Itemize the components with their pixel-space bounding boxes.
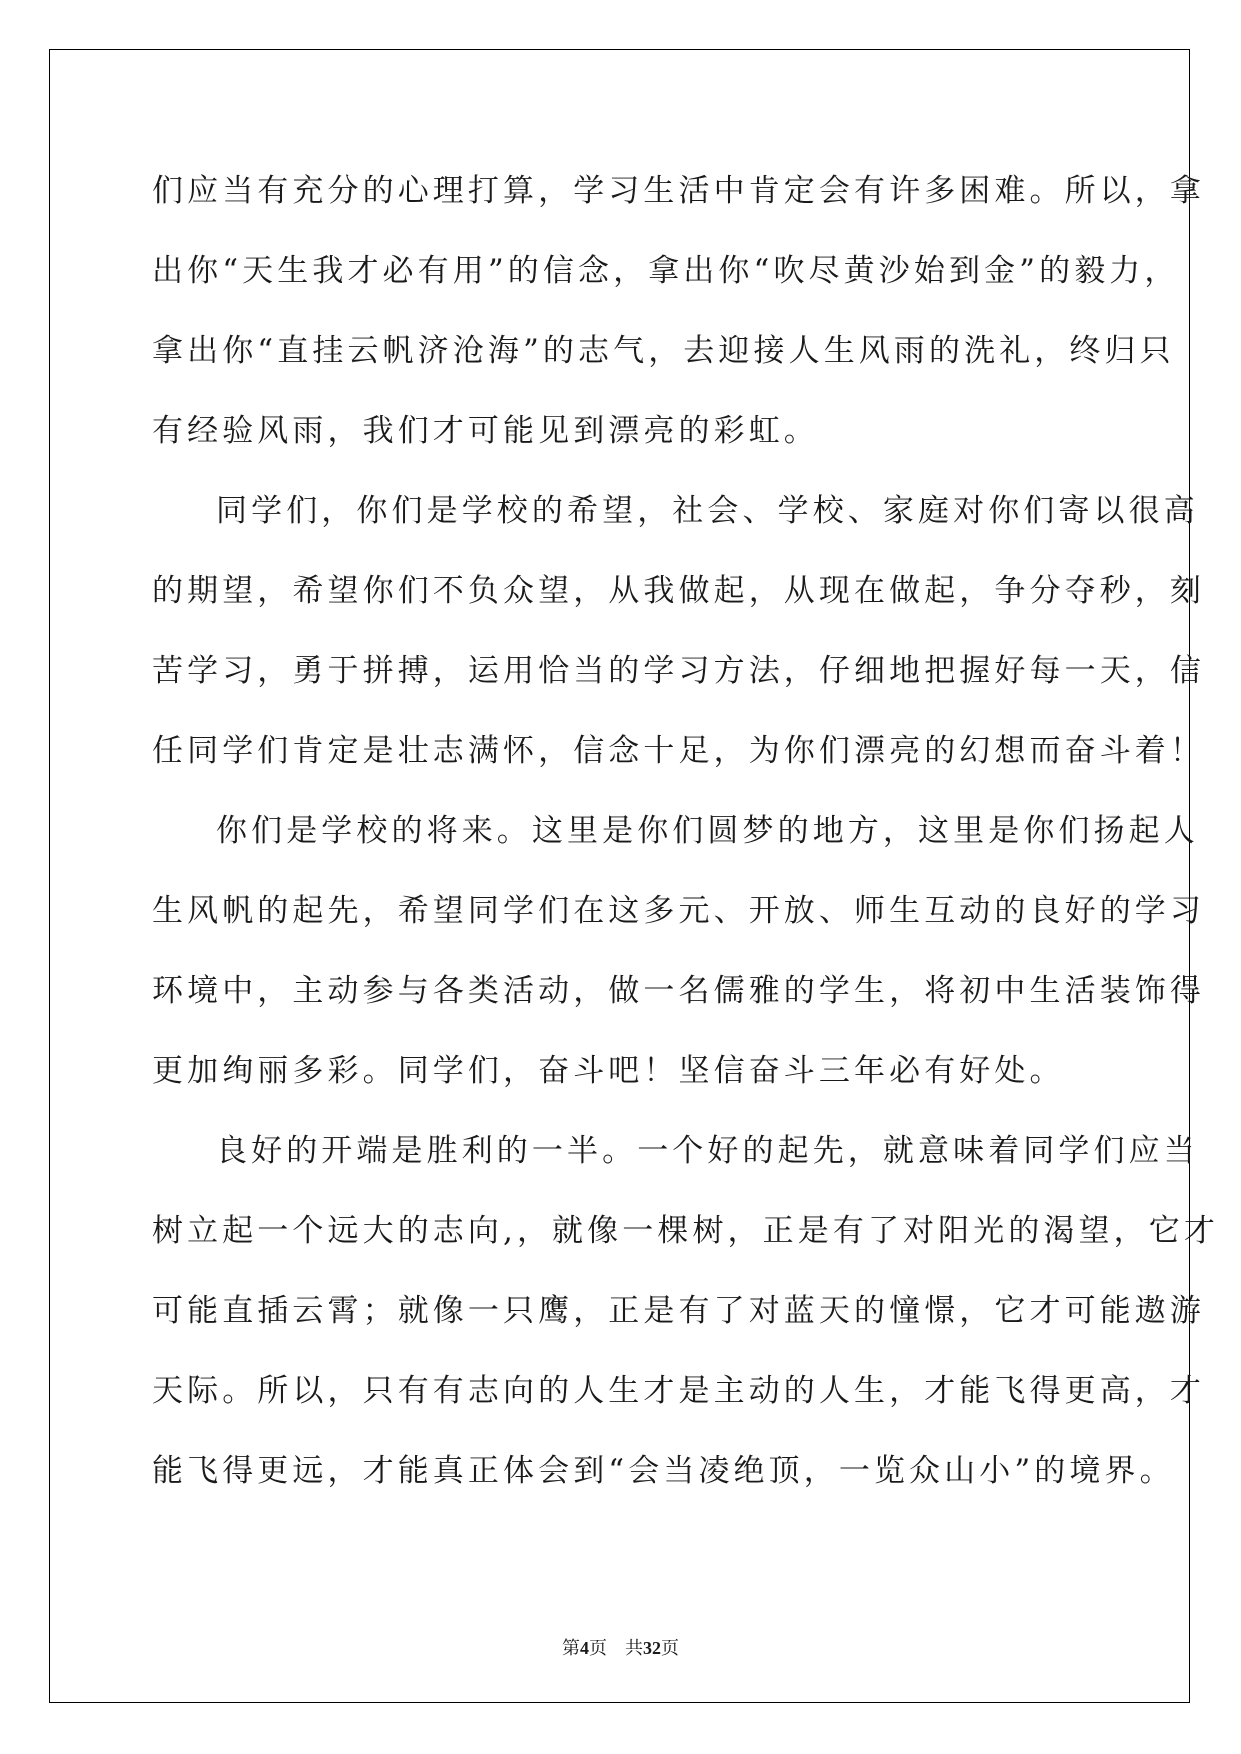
total-suffix: 页	[661, 1638, 679, 1658]
page-number: 4	[580, 1638, 589, 1658]
text-line: 能飞得更远，才能真正体会到“会当凌绝顶，一览众山小”的境界。	[152, 1453, 1175, 1489]
text-line: 你们是学校的将来。这里是你们圆梦的地方，这里是你们扬起人	[216, 813, 1199, 849]
document-body	[152, 151, 1219, 1511]
text-line: 同学们，你们是学校的希望，社会、学校、家庭对你们寄以很高	[216, 493, 1199, 529]
text-line: 们应当有充分的心理打算，学习生活中肯定会有许多困难。所以，拿	[152, 173, 1205, 209]
text-line: 有经验风雨，我们才可能见到漂亮的彩虹。	[152, 413, 819, 449]
text-line: 生风帆的起先，希望同学们在这多元、开放、师生互动的良好的学习	[152, 893, 1205, 929]
total-prefix: 共	[625, 1638, 643, 1658]
text-line: 环境中，主动参与各类活动，做一名儒雅的学生，将初中生活装饰得	[152, 973, 1205, 1009]
total-pages: 32	[643, 1638, 661, 1658]
text-line: 出你“天生我才必有用”的信念，拿出你“吹尽黄沙始到金”的毅力，	[152, 253, 1180, 289]
text-line: 树立起一个远大的志向,，就像一棵树，正是有了对阳光的渴望，它才	[152, 1213, 1219, 1249]
text-line: 更加绚丽多彩。同学们，奋斗吧！坚信奋斗三年必有好处。	[152, 1053, 1065, 1089]
text-line: 天际。所以，只有有志向的人生才是主动的人生，才能飞得更高，才	[152, 1373, 1205, 1409]
text-line: 任同学们肯定是壮志满怀，信念十足，为你们漂亮的幻想而奋斗着！	[152, 733, 1205, 769]
text-line: 拿出你“直挂云帆济沧海”的志气，去迎接人生风雨的洗礼，终归只	[152, 333, 1175, 369]
page-footer	[0, 1634, 1241, 1660]
text-line: 苦学习，勇于拼搏，运用恰当的学习方法，仔细地把握好每一天，信	[152, 653, 1205, 689]
text-line: 可能直插云霄；就像一只鹰，正是有了对蓝天的憧憬，它才可能遨游	[152, 1293, 1205, 1329]
text-line: 的期望，希望你们不负众望，从我做起，从现在做起，争分夺秒，刻	[152, 573, 1205, 609]
page-prefix: 第	[562, 1638, 580, 1658]
text-line: 良好的开端是胜利的一半。一个好的起先，就意味着同学们应当	[216, 1133, 1199, 1169]
page-suffix: 页	[589, 1638, 607, 1658]
